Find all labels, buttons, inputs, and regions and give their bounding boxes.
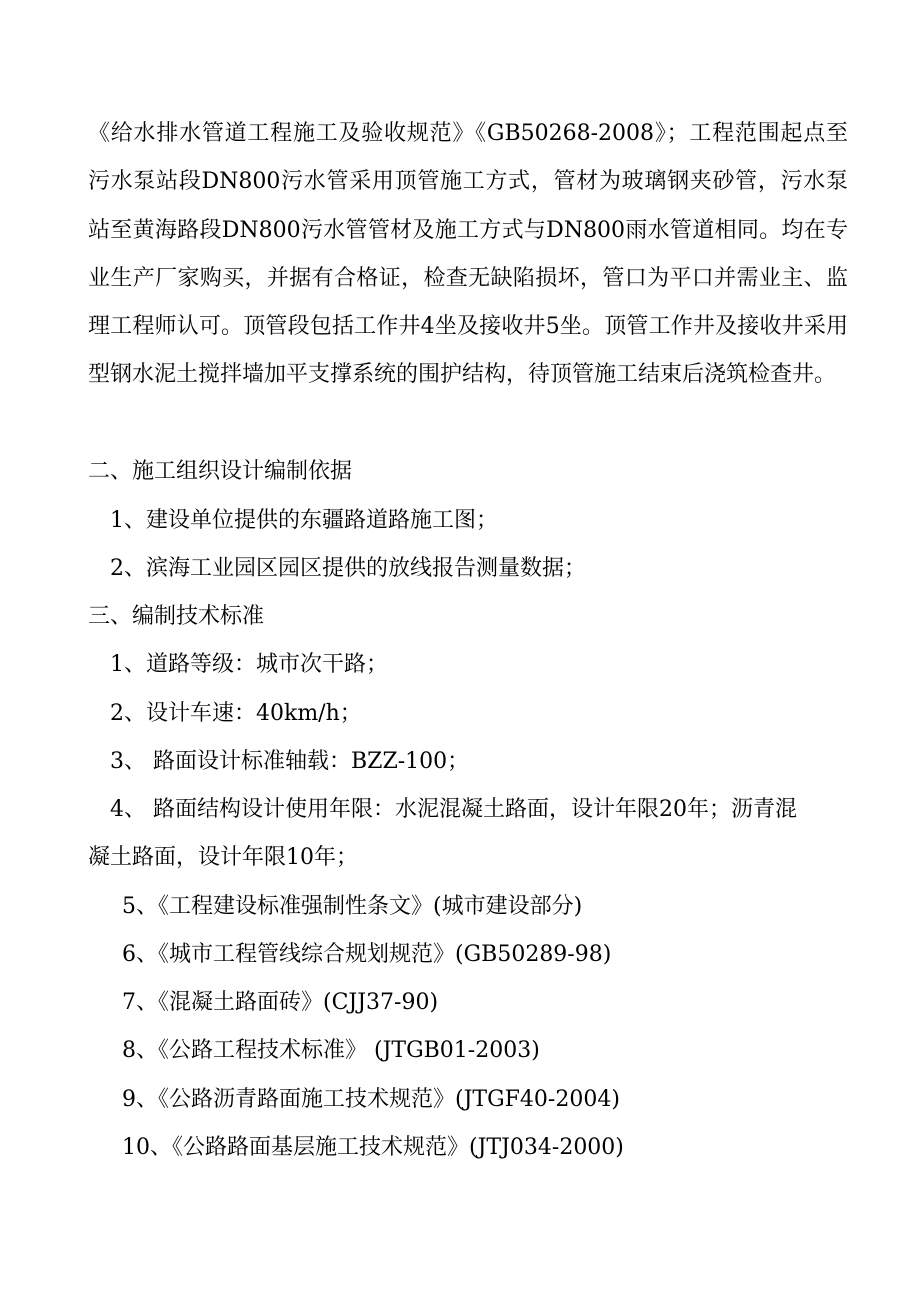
standard-item: 8、《公路工程技术标准》 (JTGB01-2003): [122, 1038, 540, 1063]
section-heading-basis: 二、施工组织设计编制依据: [88, 459, 353, 484]
list-item: 1、道路等级：城市次干路；: [110, 652, 388, 677]
standard-item: 10、《公路路面基层施工技术规范》(JTJ034-2000): [122, 1135, 624, 1160]
intro-paragraph: 《给水排水管道工程施工及验收规范》《GB50268-2008》；工程范围起点至污水泵站段DN800污水管采用顶管施工方式，管材为玻璃钢夹砂管，污水泵站至黄海路段DN800污水管管材及施工方式与DN800雨水管道相同。均在专业生产厂家购买，并据有合格证，检查无缺陷损坏，管口为平口并需业主、监理工程师认可。顶管段包括工作井4坐及接收井5坐。顶管工作井及接收井采用型钢水泥土搅拌墙加平支撑系统的围护结构，待顶管施工结束后浇筑检查井。: [88, 121, 848, 388]
standard-item: 5、《工程建设标准强制性条文》(城市建设部分): [122, 894, 583, 919]
section-heading-standards: 三、编制技术标准: [88, 604, 265, 629]
list-item: 3、 路面设计标准轴载：BZZ-100；: [110, 749, 470, 774]
list-item: 4、 路面结构设计使用年限：水泥混凝土路面，设计年限20年；沥青混: [110, 797, 797, 822]
standard-item: 6、《城市工程管线综合规划规范》(GB50289-98): [122, 942, 612, 967]
standard-item: 7、《混凝土路面砖》(CJJ37-90): [122, 990, 439, 1015]
list-item: 2、设计车速：40km/h；: [110, 701, 362, 726]
list-item: 2、滨海工业园区园区提供的放线报告测量数据；: [110, 556, 586, 581]
standard-item: 9、《公路沥青路面施工技术规范》(JTGF40-2004): [122, 1087, 620, 1112]
list-item-continuation: 凝土路面，设计年限10年；: [88, 845, 358, 870]
list-item: 1、建设单位提供的东疆路道路施工图；: [110, 508, 498, 533]
